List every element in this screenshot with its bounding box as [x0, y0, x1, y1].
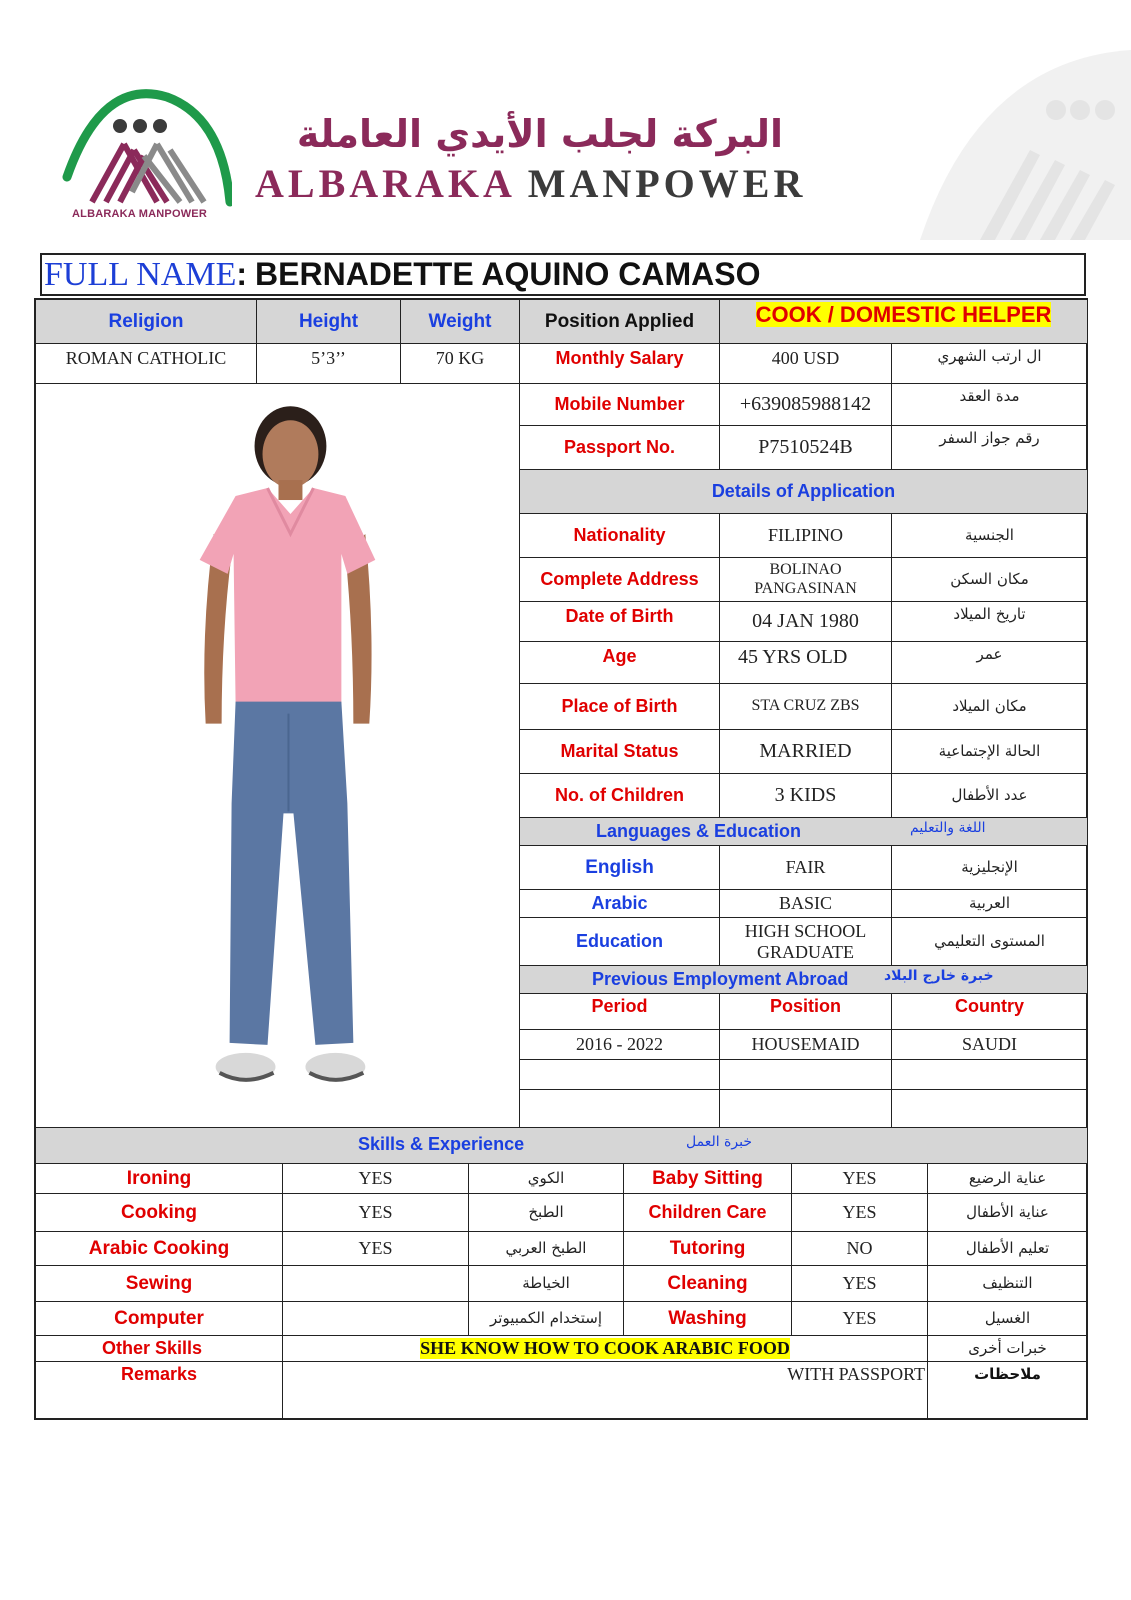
skill-left-value: [283, 1302, 469, 1336]
full-name-value: BERNADETTE AQUINO CAMASO: [255, 256, 761, 292]
skill-right-label: Cleaning: [624, 1266, 792, 1302]
skill-right-value: YES: [792, 1164, 928, 1194]
place-of-birth-value: STA CRUZ ZBS: [720, 684, 892, 730]
skill-left-arabic: الطبخ العربي: [469, 1232, 624, 1266]
skills-title: Skills & Experience: [358, 1134, 525, 1154]
english-label: English: [520, 846, 720, 890]
skill-right-arabic: عناية الأطفال: [928, 1194, 1088, 1232]
skills-title-arabic: خبرة العمل: [686, 1134, 752, 1150]
letterhead: [0, 0, 1131, 240]
place-of-birth-label: Place of Birth: [520, 684, 720, 730]
employment-title: Previous Employment Abroad: [592, 969, 849, 989]
skill-left-label: Sewing: [36, 1266, 283, 1302]
dob-value: 04 JAN 1980: [720, 602, 892, 642]
children-value: 3 KIDS: [720, 774, 892, 818]
address-line2: PANGASINAN: [754, 579, 857, 597]
skill-left-arabic: الخياطة: [469, 1266, 624, 1302]
position-applied-header: Position Applied: [520, 300, 720, 344]
other-skills-value-cell: [283, 1336, 928, 1362]
education-value: [720, 918, 892, 966]
nationality-label: Nationality: [520, 514, 720, 558]
arabic-label: Arabic: [520, 890, 720, 918]
skill-right-arabic: التنظيف: [928, 1266, 1088, 1302]
decorative-watermark: [860, 40, 1131, 240]
marital-status-value: MARRIED: [720, 730, 892, 774]
english-name-word1: ALBARAKA: [255, 161, 514, 206]
education-line2: GRADUATE: [757, 941, 854, 962]
skill-right-arabic: الغسيل: [928, 1302, 1088, 1336]
religion-value: ROMAN CATHOLIC: [36, 344, 257, 384]
mobile-number-arabic: مدة العقد: [892, 384, 1088, 426]
skill-left-label: Ironing: [36, 1164, 283, 1194]
passport-value: P7510524B: [720, 426, 892, 470]
position-applied-value: COOK / DOMESTIC HELPER: [755, 302, 1052, 327]
employment-empty-cell: [520, 1060, 720, 1090]
arabic-arabic: العربية: [892, 890, 1088, 918]
skill-left-label: Computer: [36, 1302, 283, 1336]
english-name-word2: MANPOWER: [527, 161, 807, 206]
english-arabic: الإنجليزية: [892, 846, 1088, 890]
education-line1: HIGH SCHOOL: [744, 920, 867, 941]
address-line1: BOLINAO: [769, 561, 842, 579]
address-label: Complete Address: [520, 558, 720, 602]
skill-right-value: NO: [792, 1232, 928, 1266]
skill-right-label: Baby Sitting: [624, 1164, 792, 1194]
weight-value: 70 KG: [401, 344, 520, 384]
english-value: FAIR: [720, 846, 892, 890]
languages-title: Languages & Education: [596, 821, 802, 841]
employment-period: 2016 - 2022: [520, 1030, 720, 1060]
height-value: 5’3’’: [257, 344, 401, 384]
employment-title-arabic: خبرة خارج البلاد: [884, 968, 994, 984]
weight-header: Weight: [401, 300, 520, 344]
remarks-arabic: ملاحظات: [928, 1362, 1088, 1420]
skill-left-arabic: الطبخ: [469, 1194, 624, 1232]
full-name-bar: [40, 253, 1086, 296]
other-skills-value: SHE KNOW HOW TO COOK ARABIC FOOD: [420, 1338, 790, 1359]
age-arabic: عمر: [892, 642, 1088, 684]
english-company-name: [255, 160, 806, 207]
skill-right-value: YES: [792, 1194, 928, 1232]
dob-label: Date of Birth: [520, 602, 720, 642]
religion-header: Religion: [36, 300, 257, 344]
skills-title-row: [36, 1128, 1088, 1164]
monthly-salary-arabic: ال ارتب الشهري: [892, 344, 1088, 384]
children-arabic: عدد الأطفال: [892, 774, 1088, 818]
skill-right-label: Washing: [624, 1302, 792, 1336]
details-of-application-title: Details of Application: [520, 470, 1088, 514]
applicant-photo: [36, 384, 520, 1128]
skill-left-arabic: الكوي: [469, 1164, 624, 1194]
languages-title-row: [520, 818, 1088, 846]
mobile-number-value: +639085988142: [720, 384, 892, 426]
skill-right-arabic: عناية الرضيع: [928, 1164, 1088, 1194]
full-name-label: FULL NAME: [44, 255, 237, 293]
company-logo: [62, 82, 232, 222]
age-value: 45 YRS OLD: [720, 642, 892, 684]
marital-status-label: Marital Status: [520, 730, 720, 774]
address-value: [720, 558, 892, 602]
country-header: Country: [892, 994, 1088, 1030]
employment-empty-cell: [892, 1090, 1088, 1128]
dob-arabic: تاريخ الميلاد: [892, 602, 1088, 642]
education-arabic: المستوى التعليمي: [892, 918, 1088, 966]
cv-table: [34, 298, 1088, 1420]
remarks-value: WITH PASSPORT: [283, 1362, 928, 1420]
position-applied-value-cell: [720, 300, 1088, 344]
age-label: Age: [520, 642, 720, 684]
logo-caption: ALBARAKA MANPOWER: [72, 208, 207, 220]
skill-right-value: YES: [792, 1266, 928, 1302]
skill-right-arabic: تعليم الأطفال: [928, 1232, 1088, 1266]
employment-empty-cell: [892, 1060, 1088, 1090]
skill-left-value: YES: [283, 1164, 469, 1194]
children-label: No. of Children: [520, 774, 720, 818]
education-label: Education: [520, 918, 720, 966]
other-skills-label: Other Skills: [36, 1336, 283, 1362]
monthly-salary-value: 400 USD: [720, 344, 892, 384]
passport-arabic: رقم جواز السفر: [892, 426, 1088, 470]
nationality-arabic: الجنسية: [892, 514, 1088, 558]
marital-status-arabic: الحالة الإجتماعية: [892, 730, 1088, 774]
skill-left-label: Arabic Cooking: [36, 1232, 283, 1266]
employment-country: SAUDI: [892, 1030, 1088, 1060]
skill-left-value: YES: [283, 1232, 469, 1266]
monthly-salary-label: Monthly Salary: [520, 344, 720, 384]
employment-empty-cell: [520, 1090, 720, 1128]
arabic-value: BASIC: [720, 890, 892, 918]
remarks-label: Remarks: [36, 1362, 283, 1420]
employment-title-row: [520, 966, 1088, 994]
place-of-birth-arabic: مكان الميلاد: [892, 684, 1088, 730]
employment-position: HOUSEMAID: [720, 1030, 892, 1060]
skill-right-value: YES: [792, 1302, 928, 1336]
height-header: Height: [257, 300, 401, 344]
skill-left-value: YES: [283, 1194, 469, 1232]
mobile-number-label: Mobile Number: [520, 384, 720, 426]
languages-title-arabic: اللغة والتعليم: [910, 820, 986, 836]
other-skills-arabic: خبرات أخرى: [928, 1336, 1088, 1362]
full-name-colon: :: [236, 256, 248, 292]
skill-left-value: [283, 1266, 469, 1302]
position-header: Position: [720, 994, 892, 1030]
address-arabic: مكان السكن: [892, 558, 1088, 602]
nationality-value: FILIPINO: [720, 514, 892, 558]
skill-right-label: Tutoring: [624, 1232, 792, 1266]
skill-left-arabic: إستخدام الكمبيوتر: [469, 1302, 624, 1336]
employment-empty-cell: [720, 1090, 892, 1128]
passport-label: Passport No.: [520, 426, 720, 470]
skill-left-label: Cooking: [36, 1194, 283, 1232]
employment-empty-cell: [720, 1060, 892, 1090]
period-header: Period: [520, 994, 720, 1030]
arabic-company-name: البركة لجلب الأيدي العاملة: [296, 112, 784, 156]
skill-right-label: Children Care: [624, 1194, 792, 1232]
